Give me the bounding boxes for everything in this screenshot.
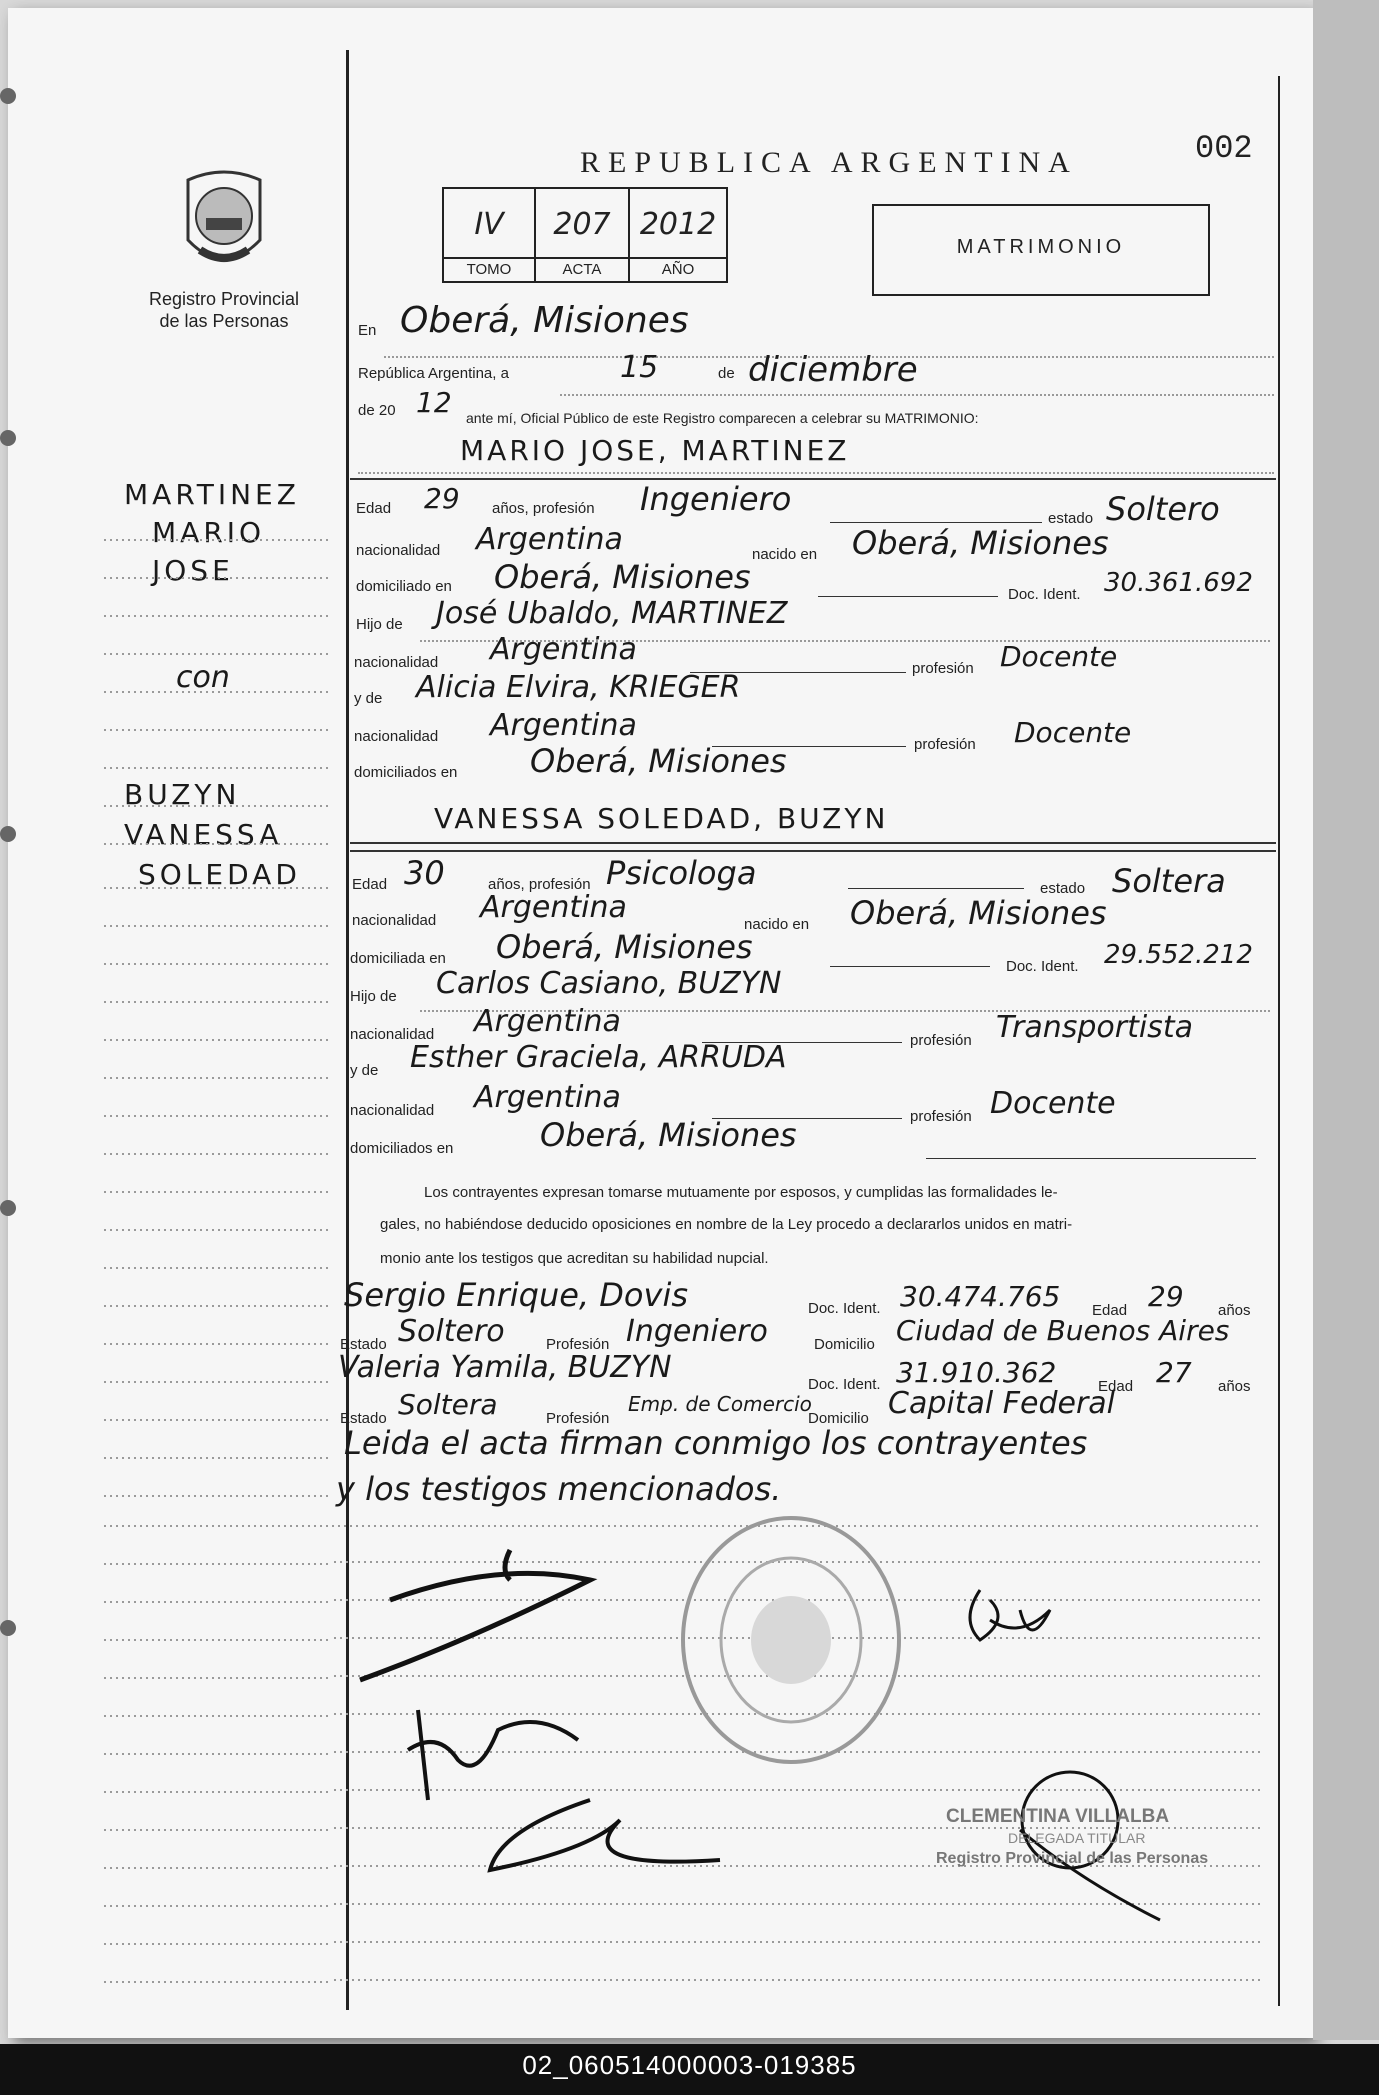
witness1-profesion-label: Profesión	[546, 1336, 610, 1353]
bride-padres-domicilio: Oberá, Misiones	[540, 1116, 797, 1154]
witness2-domicilio: Capital Federal	[888, 1386, 1115, 1421]
groom-domiciliados-label: domiciliados en	[354, 764, 458, 781]
groom-edad: 29	[424, 482, 460, 515]
day-value: 15	[620, 350, 659, 385]
groom-padres-domicilio: Oberá, Misiones	[530, 742, 787, 780]
margin-bride-first: VANESSA	[124, 818, 283, 851]
bride-yde-label: y de	[350, 1062, 379, 1079]
witness1-domicilio-label: Domicilio	[814, 1336, 875, 1353]
bride-estado-label: estado	[1040, 880, 1086, 897]
closing-line: Leida el acta firman conmigo los contrayentes	[344, 1424, 1088, 1462]
bride-madre-prof-label: profesión	[910, 1108, 972, 1125]
groom-doc: 30.361.692	[1104, 568, 1253, 598]
witness1-estado-label: Estado	[340, 1336, 387, 1353]
record-type: MATRIMONIO	[956, 236, 1126, 258]
bride-profesion-label: años, profesión	[488, 876, 591, 893]
witness1-edad-label: Edad	[1092, 1302, 1128, 1319]
place-value: Oberá, Misiones	[400, 300, 689, 341]
month-value: diciembre	[748, 350, 918, 390]
groom-padre-prof-label: profesión	[912, 660, 974, 677]
en-label: En	[358, 322, 377, 339]
witness2-signature	[960, 1580, 1060, 1660]
year-prefix: de 20	[358, 402, 396, 419]
witness2-estado-label: Estado	[340, 1410, 387, 1427]
witness2-doc: 31.910.362	[896, 1356, 1057, 1389]
bride-hijo-label: Hijo de	[350, 988, 397, 1005]
witness1-estado: Soltero	[398, 1314, 505, 1349]
margin-connector: con	[176, 660, 230, 695]
body-line: Los contrayentes expresan tomarse mutuamente por esposos, y cumplidas las formalidades le-	[424, 1184, 1058, 1201]
bride-doc-label: Doc. Ident.	[1006, 958, 1079, 975]
closing-line: y los testigos mencionados.	[336, 1470, 782, 1508]
groom-profesion: Ingeniero	[640, 480, 792, 518]
margin-bride-middle: SOLEDAD	[138, 858, 301, 891]
bride-madre-nacionalidad: Argentina	[474, 1080, 621, 1115]
witness2-anos-label: años	[1218, 1378, 1251, 1395]
margin-groom-first: MARIO	[152, 516, 266, 549]
margin-groom-middle: JOSE	[152, 554, 234, 587]
bride-doc: 29.552.212	[1104, 940, 1253, 970]
declaration-text: ante mí, Oficial Público de este Registro comparecen a celebrar su MATRIMONIO:	[466, 410, 979, 426]
anio-value: 2012	[639, 207, 717, 242]
witness1-domicilio: Ciudad de Buenos Aires	[896, 1314, 1230, 1347]
witness2-doc-label: Doc. Ident.	[808, 1376, 881, 1393]
tomo-value: IV	[474, 207, 504, 242]
witness2-domicilio-label: Domicilio	[808, 1410, 869, 1427]
witness2-estado: Soltera	[398, 1388, 498, 1421]
bride-padre-profesion: Transportista	[996, 1010, 1193, 1045]
bride-padre-nac-label: nacionalidad	[350, 1026, 435, 1043]
bride-padre-prof-label: profesión	[910, 1032, 972, 1049]
bride-madre: Esther Graciela, ARRUDA	[410, 1040, 787, 1075]
bride-madre-profesion: Docente	[990, 1086, 1116, 1121]
acta-value: 207	[553, 207, 611, 242]
bride-domicilio: Oberá, Misiones	[496, 928, 753, 966]
groom-full-name: MARIO JOSE, MARTINEZ	[460, 434, 850, 467]
page-number: 002	[1195, 130, 1253, 167]
margin-bride-surname: BUZYN	[124, 778, 241, 811]
official-round-stamp	[676, 1510, 906, 1770]
bride-nacionalidad: Argentina	[480, 890, 627, 925]
margin-groom-surname: MARTINEZ	[124, 478, 300, 511]
witness2-name: Valeria Yamila, BUZYN	[338, 1350, 672, 1385]
witness1-doc-label: Doc. Ident.	[808, 1300, 881, 1317]
official-name: CLEMENTINA VILLALBA	[946, 1806, 1170, 1827]
witness1-anos-label: años	[1218, 1302, 1251, 1319]
groom-hijo-label: Hijo de	[356, 616, 403, 633]
witness1-doc: 30.474.765	[900, 1280, 1061, 1313]
bride-profesion: Psicologa	[606, 854, 757, 892]
document-id: 02_060514000003-019385	[522, 2050, 857, 2080]
groom-padre-nac-label: nacionalidad	[354, 654, 439, 671]
bride-padre-nacionalidad: Argentina	[474, 1004, 621, 1039]
bride-full-name: VANESSA SOLEDAD, BUZYN	[434, 802, 889, 835]
groom-nacionalidad-label: nacionalidad	[356, 542, 441, 559]
de-label: de	[718, 365, 735, 382]
groom-madre: Alicia Elvira, KRIEGER	[416, 670, 741, 705]
witness1-profesion: Ingeniero	[626, 1314, 768, 1349]
groom-padre-nacionalidad: Argentina	[490, 632, 637, 667]
year-suffix: 12	[416, 386, 452, 419]
witness1-edad: 29	[1148, 1280, 1184, 1313]
witness2-edad-label: Edad	[1098, 1378, 1134, 1395]
bride-domiciliada-label: domiciliada en	[350, 950, 446, 967]
witness1-name: Sergio Enrique, Dovis	[344, 1276, 688, 1314]
groom-estado: Soltero	[1106, 490, 1220, 528]
body-line: gales, no habiéndose deducido oposiciones en nombre de la Ley procedo a declararlos unidos en matri-	[380, 1216, 1073, 1233]
page-title: REPUBLICA ARGENTINA	[580, 146, 1078, 179]
bride-madre-nac-label: nacionalidad	[350, 1102, 435, 1119]
groom-profesion-label: años, profesión	[492, 500, 595, 517]
groom-edad-label: Edad	[356, 500, 392, 517]
bride-nacionalidad-label: nacionalidad	[352, 912, 437, 929]
groom-nacido-en: Oberá, Misiones	[852, 524, 1109, 562]
groom-madre-nacionalidad: Argentina	[490, 708, 637, 743]
groom-madre-nac-label: nacionalidad	[354, 728, 439, 745]
bride-padre: Carlos Casiano, BUZYN	[436, 966, 782, 1001]
groom-yde-label: y de	[354, 690, 383, 707]
groom-domiciliado-label: domiciliado en	[356, 578, 452, 595]
groom-madre-profesion: Docente	[1014, 716, 1132, 749]
groom-estado-label: estado	[1048, 510, 1094, 527]
witness1-signature	[470, 1790, 740, 1890]
org-line: de las Personas	[159, 311, 289, 331]
body-line: monio ante los testigos que acreditan su habilidad nupcial.	[380, 1250, 769, 1267]
witness2-profesion: Emp. de Comercio	[628, 1392, 812, 1416]
groom-nacido-label: nacido en	[752, 546, 818, 563]
bride-nacido-en: Oberá, Misiones	[850, 894, 1107, 932]
tomo-label: TOMO	[444, 257, 534, 281]
groom-madre-prof-label: profesión	[914, 736, 976, 753]
witness2-edad: 27	[1156, 1356, 1192, 1389]
witness2-profesion-label: Profesión	[546, 1410, 610, 1427]
groom-doc-label: Doc. Ident.	[1008, 586, 1081, 603]
bride-estado: Soltera	[1112, 862, 1226, 900]
bride-edad: 30	[404, 854, 445, 892]
groom-nacionalidad: Argentina	[476, 522, 623, 557]
acta-label: ACTA	[536, 257, 628, 281]
groom-padre-profesion: Docente	[1000, 640, 1118, 673]
groom-signature	[350, 1540, 610, 1700]
bride-nacido-label: nacido en	[744, 916, 810, 933]
official-org: Registro Provincial de las Personas	[936, 1850, 1209, 1867]
anio-label: AÑO	[630, 257, 726, 281]
bride-edad-label: Edad	[352, 876, 388, 893]
official-title: DELEGADA TITULAR	[1008, 1830, 1146, 1846]
groom-domicilio: Oberá, Misiones	[494, 558, 751, 596]
org-line: Registro Provincial	[148, 289, 300, 309]
bride-domiciliados-label: domiciliados en	[350, 1140, 454, 1157]
republica-label: República Argentina, a	[358, 365, 509, 382]
groom-padre: José Ubaldo, MARTINEZ	[436, 596, 788, 631]
